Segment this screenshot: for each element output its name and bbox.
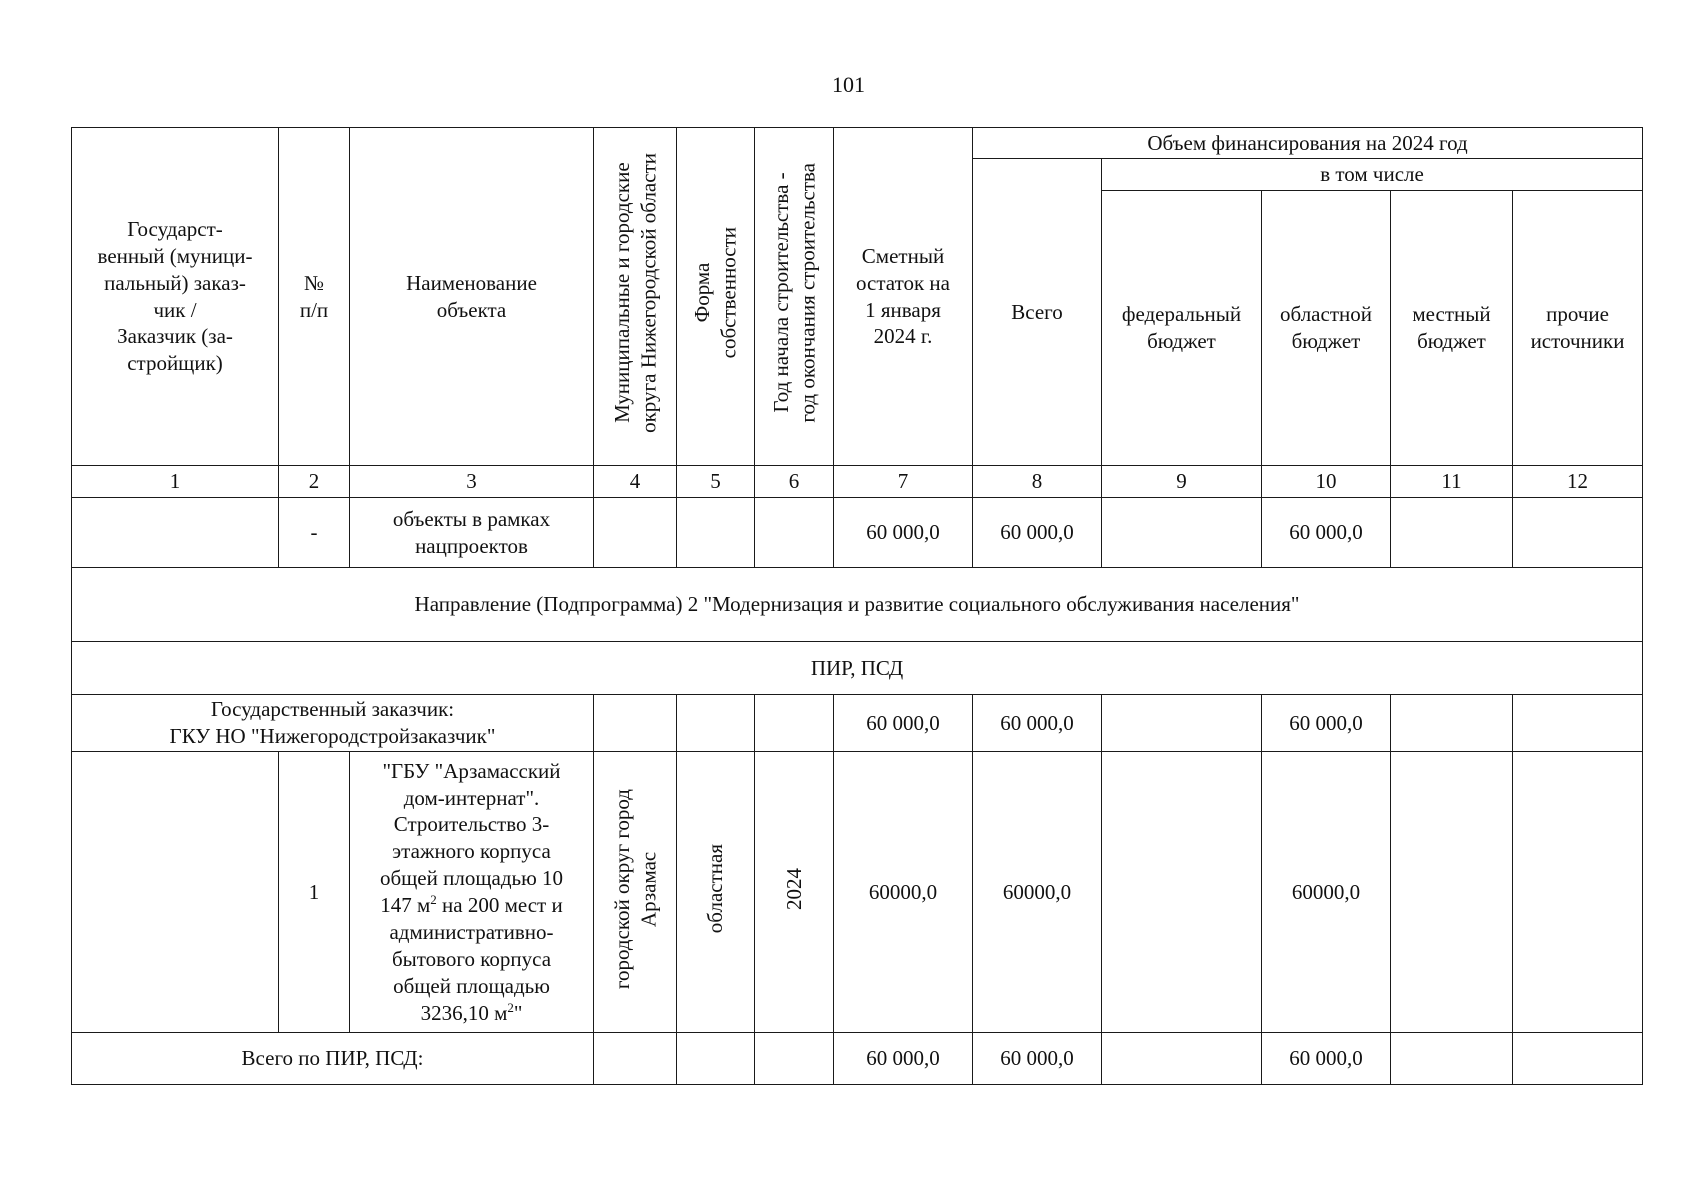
header-total: Всего	[973, 159, 1102, 466]
page-number: 101	[832, 72, 865, 97]
cell-empty	[594, 695, 677, 752]
row-number: -	[279, 498, 350, 568]
column-number: 6	[755, 466, 834, 498]
header-ownership-text: Форма собственности	[690, 227, 741, 359]
object-name-part-1: "ГБУ "Арзамасский дом-интернат". Строительство 3- этажного корпуса общей площадью 10 147 м	[379, 758, 564, 917]
column-number: 7	[834, 466, 973, 498]
regional-budget-value: 60 000,0	[1262, 1033, 1391, 1085]
cell-empty	[755, 695, 834, 752]
cell-empty	[1513, 695, 1643, 752]
cell-empty	[1513, 498, 1643, 568]
header-local-budget: местный бюджет	[1391, 191, 1513, 466]
cell-empty	[755, 498, 834, 568]
estimate-balance-value: 60 000,0	[834, 695, 973, 752]
estimate-balance-value: 60000,0	[834, 752, 973, 1033]
column-number: 3	[350, 466, 594, 498]
column-number: 10	[1262, 466, 1391, 498]
estimate-balance-value: 60 000,0	[834, 1033, 973, 1085]
cell-empty	[1102, 695, 1262, 752]
row-number: 1	[279, 752, 350, 1033]
header-years-text: Год начала строительства - год окончания строительства	[768, 163, 819, 423]
estimate-balance-value: 60 000,0	[834, 498, 973, 568]
cell-empty	[677, 498, 755, 568]
cell-empty	[1513, 1033, 1643, 1085]
regional-budget-value: 60 000,0	[1262, 498, 1391, 568]
cell-empty	[594, 1033, 677, 1085]
total-value: 60 000,0	[973, 695, 1102, 752]
total-label: Всего по ПИР, ПСД:	[72, 1033, 594, 1085]
state-customer-label: Государственный заказчик: ГКУ НО "Нижегородстройзаказчик"	[72, 695, 594, 752]
section-title: ПИР, ПСД	[72, 642, 1643, 695]
header-estimate-balance: Сметный остаток на 1 января 2024 г.	[834, 128, 973, 466]
header-row-1	[72, 128, 1643, 159]
cell-empty	[72, 498, 279, 568]
column-numbers-row	[72, 466, 1643, 498]
column-number: 4	[594, 466, 677, 498]
header-funding-title: Объем финансирования на 2024 год	[973, 128, 1643, 159]
column-number: 2	[279, 466, 350, 498]
regional-budget-value: 60 000,0	[1262, 695, 1391, 752]
cell-empty	[1513, 752, 1643, 1033]
header-federal-budget: федеральный бюджет	[1102, 191, 1262, 466]
column-number: 12	[1513, 466, 1643, 498]
header-municipal-district-text: Муниципальные и городские округа Нижегородской области	[609, 153, 660, 433]
national-projects-row	[72, 498, 1643, 568]
customer-row	[72, 695, 1643, 752]
header-number: № п/п	[279, 128, 350, 466]
total-value: 60 000,0	[973, 1033, 1102, 1085]
column-number: 5	[677, 466, 755, 498]
object-name-part-3: "	[513, 1000, 523, 1025]
cell-empty	[1391, 1033, 1513, 1085]
header-other-sources: прочие источники	[1513, 191, 1643, 466]
years-cell	[755, 752, 834, 1033]
cell-empty	[755, 1033, 834, 1085]
municipality-text: городской округ город Арзамас	[609, 788, 660, 989]
direction-row	[72, 568, 1643, 642]
cell-empty	[677, 1033, 755, 1085]
square-superscript: 2	[430, 892, 437, 907]
cell-empty	[72, 752, 279, 1033]
object-row	[72, 752, 1643, 1033]
cell-empty	[1102, 752, 1262, 1033]
section-row	[72, 642, 1643, 695]
object-name-part-2: на 200 мест и административно- бытового корпуса общей площадью 3236,10 м	[389, 893, 563, 1025]
cell-empty	[677, 695, 755, 752]
object-name	[350, 752, 594, 1033]
ownership-text: областная	[703, 843, 728, 934]
column-number: 8	[973, 466, 1102, 498]
cell-empty	[1391, 498, 1513, 568]
total-row	[72, 1033, 1643, 1085]
header-municipal-district	[594, 128, 677, 466]
header-including: в том числе	[1102, 159, 1643, 191]
header-years	[755, 128, 834, 466]
square-superscript: 2	[507, 999, 514, 1015]
years-text: 2024	[781, 867, 806, 910]
regional-budget-value: 60000,0	[1262, 752, 1391, 1033]
column-number: 1	[72, 466, 279, 498]
total-value: 60 000,0	[973, 498, 1102, 568]
cell-empty	[1391, 752, 1513, 1033]
cell-empty	[1102, 498, 1262, 568]
header-customer: Государст- венный (муници- пальный) заказ- чик / Заказчик (за- стройщик)	[72, 128, 279, 466]
cell-empty	[1102, 1033, 1262, 1085]
total-value: 60000,0	[973, 752, 1102, 1033]
capital-investment-table	[71, 127, 1643, 1085]
municipality-cell	[594, 752, 677, 1033]
cell-empty	[1391, 695, 1513, 752]
header-ownership	[677, 128, 755, 466]
direction-title: Направление (Подпрограмма) 2 "Модернизация и развитие социального обслуживания населения"	[72, 568, 1643, 642]
cell-empty	[594, 498, 677, 568]
column-number: 11	[1391, 466, 1513, 498]
header-object-name: Наименование объекта	[350, 128, 594, 466]
ownership-cell	[677, 752, 755, 1033]
object-name: объекты в рамках нацпроектов	[350, 498, 594, 568]
header-regional-budget: областной бюджет	[1262, 191, 1391, 466]
column-number: 9	[1102, 466, 1262, 498]
